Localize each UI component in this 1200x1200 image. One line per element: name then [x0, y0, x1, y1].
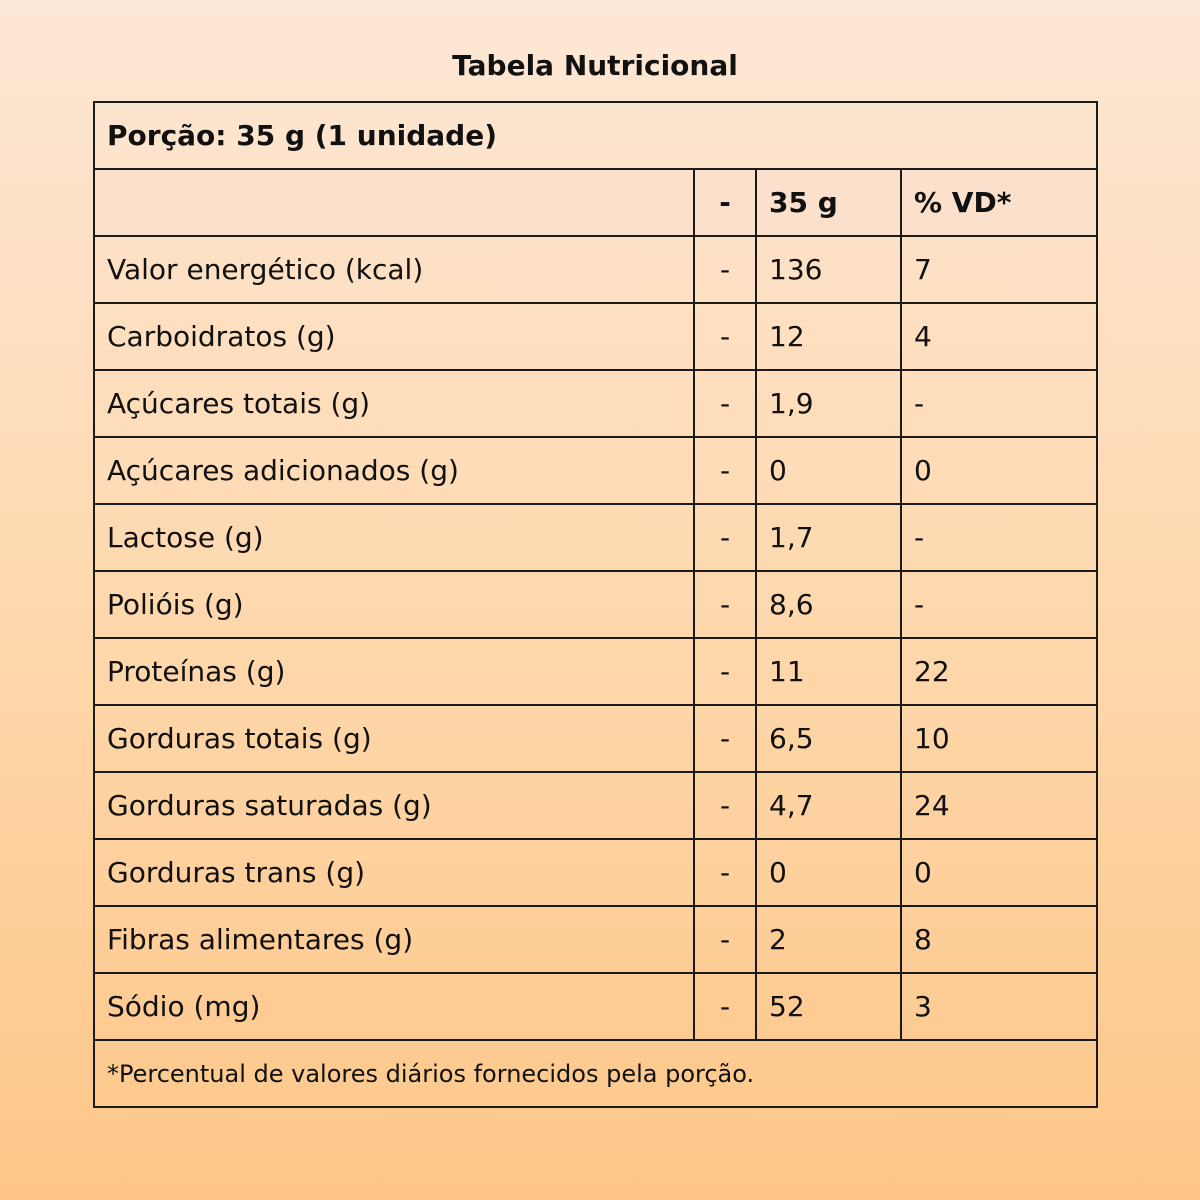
table-row: [94, 504, 1097, 571]
nutrient-name-cell: Polióis (g): [94, 571, 694, 638]
vd-value-cell: 24: [901, 772, 1097, 839]
table-row: [94, 236, 1097, 303]
footnote: *Percentual de valores diários fornecidos pela porção.: [94, 1040, 1097, 1107]
vd-value-cell: 0: [901, 839, 1097, 906]
nutrient-name-cell: Proteínas (g): [94, 638, 694, 705]
table-row: [94, 303, 1097, 370]
dash-cell: -: [694, 705, 756, 772]
dash-cell: -: [694, 236, 756, 303]
table-row: [94, 370, 1097, 437]
vd-value-cell: 7: [901, 236, 1097, 303]
table-row: [94, 973, 1097, 1040]
header-name-cell: [94, 169, 694, 236]
nutrient-name-cell: Fibras alimentares (g): [94, 906, 694, 973]
dash-cell: -: [694, 973, 756, 1040]
table-row: [94, 772, 1097, 839]
dash-cell: -: [694, 370, 756, 437]
table-row: [94, 571, 1097, 638]
vd-value-cell: 0: [901, 437, 1097, 504]
footnote-row: [94, 1040, 1097, 1107]
portion-value-cell: 1,7: [756, 504, 901, 571]
portion-value-cell: 136: [756, 236, 901, 303]
vd-value-cell: 8: [901, 906, 1097, 973]
dash-cell: -: [694, 772, 756, 839]
vd-value-cell: 4: [901, 303, 1097, 370]
dash-cell: -: [694, 504, 756, 571]
nutrient-name-cell: Açúcares totais (g): [94, 370, 694, 437]
portion-value-cell: 8,6: [756, 571, 901, 638]
table-row: [94, 906, 1097, 973]
dash-cell: -: [694, 638, 756, 705]
header-dash-cell: -: [694, 169, 756, 236]
portion-value-cell: 0: [756, 839, 901, 906]
header-vd-cell: % VD*: [901, 169, 1097, 236]
table-row: [94, 839, 1097, 906]
portion-row: [94, 102, 1097, 169]
nutrition-table: [93, 101, 1098, 1108]
page-title: Tabela Nutricional: [452, 49, 738, 82]
table-row: [94, 437, 1097, 504]
table-row: [94, 705, 1097, 772]
portion-cell: Porção: 35 g (1 unidade): [94, 102, 1097, 169]
nutrient-name-cell: Gorduras saturadas (g): [94, 772, 694, 839]
vd-value-cell: 3: [901, 973, 1097, 1040]
nutrient-name-cell: Açúcares adicionados (g): [94, 437, 694, 504]
portion-value-cell: 11: [756, 638, 901, 705]
vd-value-cell: 10: [901, 705, 1097, 772]
table-row: [94, 638, 1097, 705]
portion-value-cell: 2: [756, 906, 901, 973]
portion-value-cell: 4,7: [756, 772, 901, 839]
portion-value-cell: 6,5: [756, 705, 901, 772]
nutrient-name-cell: Gorduras trans (g): [94, 839, 694, 906]
nutrient-name-cell: Carboidratos (g): [94, 303, 694, 370]
vd-value-cell: -: [901, 370, 1097, 437]
header-row: [94, 169, 1097, 236]
nutrient-name-cell: Valor energético (kcal): [94, 236, 694, 303]
nutrient-name-cell: Gorduras totais (g): [94, 705, 694, 772]
portion-value-cell: 1,9: [756, 370, 901, 437]
dash-cell: -: [694, 839, 756, 906]
header-portion-cell: 35 g: [756, 169, 901, 236]
dash-cell: -: [694, 571, 756, 638]
dash-cell: -: [694, 303, 756, 370]
portion-value-cell: 12: [756, 303, 901, 370]
vd-value-cell: 22: [901, 638, 1097, 705]
vd-value-cell: -: [901, 504, 1097, 571]
nutrient-name-cell: Sódio (mg): [94, 973, 694, 1040]
dash-cell: -: [694, 437, 756, 504]
portion-value-cell: 52: [756, 973, 901, 1040]
dash-cell: -: [694, 906, 756, 973]
vd-value-cell: -: [901, 571, 1097, 638]
nutrient-name-cell: Lactose (g): [94, 504, 694, 571]
portion-value-cell: 0: [756, 437, 901, 504]
